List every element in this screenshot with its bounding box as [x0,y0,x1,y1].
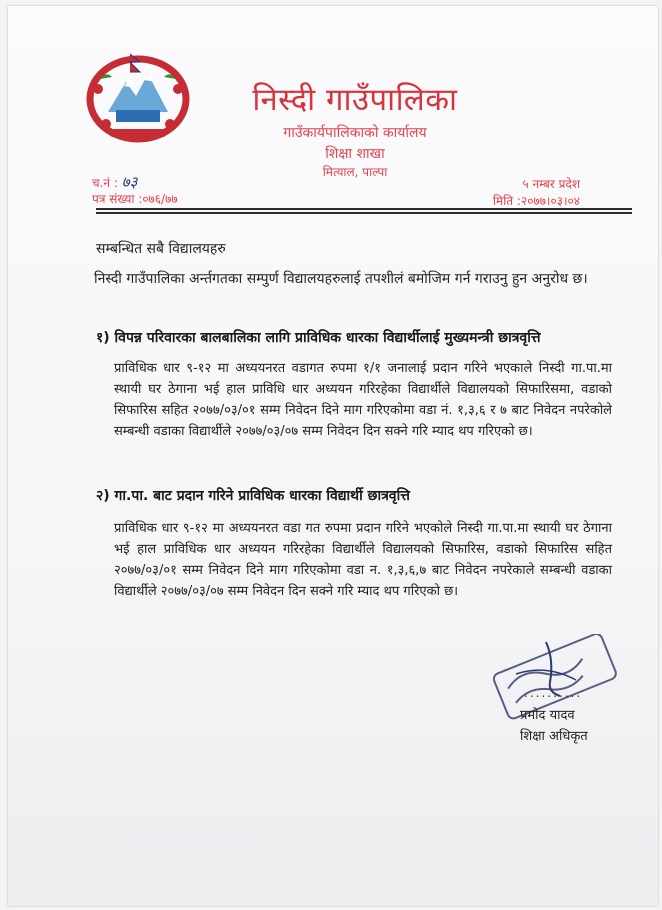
section-2-paragraph: प्राविधिक धार ९-१२ मा अध्ययनरत वडा गत रुपमा प्रदान गरिने भएकोले निस्दी गा.पा.मा स्थायी घर ठेगाना भई हाल प्राविधिक धार अध्ययन गरिरहेका विद्यार्थीले विद्यालयको सिफारिस, वडाको सिफारिस सहित २०७७/०३/०१ सम्म निवेदन दिने माग गरिएकोमा वडा न. १,३,६,७ बाट निवेदन नपरेकाले सम्बन्धी वडाका विद्यार्थीले २०७७/०३/०७ सम्म निवेदन दिन सक्ने गरि म्याद थप गरिएको छ। [114,521,612,599]
right-info-block [493,176,580,210]
nepal-emblem-icon [78,44,198,144]
letter-page [8,6,658,906]
letter-number-row [92,174,178,191]
province-text: ५ नम्बर प्रदेश [522,177,580,191]
org-branch: शिक्षा शाखा [325,146,385,162]
header-divider-top [96,208,632,210]
signer-designation: शिक्षा अधिकृत [520,729,588,744]
date-value: २०७७।०३।०४ [520,194,580,208]
section-1-heading: १) विपन्न परिवारका बालबालिका लागि प्राविधिक धारका विद्यार्थीलाई मुख्यमन्त्री छात्रवृत्ति [96,330,541,346]
signature-line: .......... [524,686,583,700]
section-2-heading: २) गा.पा. बाट प्रदान गरिने प्राविधिक धारका विद्यार्थी छात्रवृत्ति [96,488,410,504]
org-subtitle: गाउँकार्यपालिकाको कार्यालय [283,125,427,141]
letter-number-label: च.नं : [92,176,118,190]
letter-number-value: ७३ [121,173,138,191]
addressee: सम्बन्धित सबै विद्यालयहरु [96,241,226,257]
org-address: मित्याल, पाल्पा [322,165,388,179]
org-title: निस्दी गाउँपालिका [252,82,458,118]
fiscal-row [92,191,178,207]
signer-name: प्रमोद यादव [520,708,575,723]
date-label: मिति : [492,194,521,208]
reference-block [92,174,178,207]
fiscal-label: पत्र संख्या : [92,192,143,206]
header-divider-bottom [96,212,632,214]
fiscal-value: ०७६/७७ [142,192,178,206]
intro-paragraph: निस्दी गाउँपालिका अर्न्तगतका सम्पुर्ण विद्यालयहरुलाई तपशीलं बमोजिम गर्न गराउनु हुन अनुरोध छ। [94,271,588,287]
section-1-paragraph: प्राविधिक धार ९-१२ मा अध्ययनरत वडागत रुपमा १/१ जनालाई प्रदान गरिने भएकाले निस्दी गा.पा.मा स्थायी घर ठेगाना भई हाल प्राविधि धार अध्ययन गरिरहेका विद्यार्थीले विद्यालयको सिफारिसमा, वडाको सिफारिस सहित २०७७/०३/०१ सम्म निवेदन दिने माग गरिएकोमा वडा नं. १,३,६ र ७ बाट निवेदन नपरेकोले सम्बन्धी वडाका विद्यार्थीले २०७७/०३/०७ सम्म निवेदन दिन सक्ने गरि म्याद थप गरिएको छ। [114,361,612,439]
